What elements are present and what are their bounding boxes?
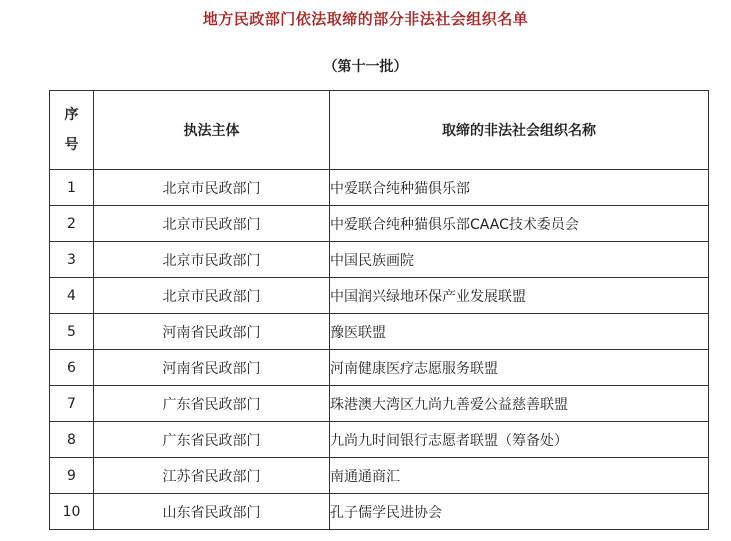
- header-dept: 执法主体: [94, 91, 330, 170]
- row-dept: 北京市民政部门: [94, 242, 330, 278]
- table-row: [50, 422, 709, 458]
- organizations-table: [49, 90, 709, 530]
- row-org: 孔子儒学民进协会: [330, 494, 709, 530]
- table-row: [50, 242, 709, 278]
- row-number: 9: [50, 458, 94, 494]
- header-org: 取缔的非法社会组织名称: [330, 91, 709, 170]
- table-row: [50, 206, 709, 242]
- batch-subtitle: （第十一批）: [323, 59, 408, 75]
- row-dept: 河南省民政部门: [94, 350, 330, 386]
- row-org: 珠港澳大湾区九尚九善爱公益慈善联盟: [330, 386, 709, 422]
- row-dept: 北京市民政部门: [94, 278, 330, 314]
- row-org: 中爱联合纯种猫俱乐部: [330, 170, 709, 206]
- table-row: [50, 458, 709, 494]
- row-dept: 江苏省民政部门: [94, 458, 330, 494]
- table-row: [50, 350, 709, 386]
- row-dept: 广东省民政部门: [94, 386, 330, 422]
- table-header-row: [50, 91, 709, 170]
- row-org: 豫医联盟: [330, 314, 709, 350]
- table-row: [50, 386, 709, 422]
- table-row: [50, 314, 709, 350]
- row-number: 5: [50, 314, 94, 350]
- table-row: [50, 494, 709, 530]
- row-number: 7: [50, 386, 94, 422]
- table-row: [50, 278, 709, 314]
- row-number: 2: [50, 206, 94, 242]
- row-dept: 山东省民政部门: [94, 494, 330, 530]
- row-org: 河南健康医疗志愿服务联盟: [330, 350, 709, 386]
- table-row: [50, 170, 709, 206]
- row-org: 南通通商汇: [330, 458, 709, 494]
- row-dept: 北京市民政部门: [94, 170, 330, 206]
- header-seq-line2: 号: [64, 137, 79, 153]
- header-seq-line1: 序: [64, 107, 79, 123]
- row-dept: 广东省民政部门: [94, 422, 330, 458]
- row-number: 6: [50, 350, 94, 386]
- row-number: 8: [50, 422, 94, 458]
- row-number: 4: [50, 278, 94, 314]
- row-dept: 北京市民政部门: [94, 206, 330, 242]
- row-org: 中国润兴绿地环保产业发展联盟: [330, 278, 709, 314]
- row-dept: 河南省民政部门: [94, 314, 330, 350]
- document-title: 地方民政部门依法取缔的部分非法社会组织名单: [202, 10, 529, 28]
- row-org: 中国民族画院: [330, 242, 709, 278]
- row-org: 九尚九时间银行志愿者联盟（筹备处）: [330, 422, 709, 458]
- header-seq: [50, 91, 94, 170]
- row-number: 3: [50, 242, 94, 278]
- row-number: 1: [50, 170, 94, 206]
- row-number: 10: [50, 494, 94, 530]
- row-org: 中爱联合纯种猫俱乐部CAAC技术委员会: [330, 206, 709, 242]
